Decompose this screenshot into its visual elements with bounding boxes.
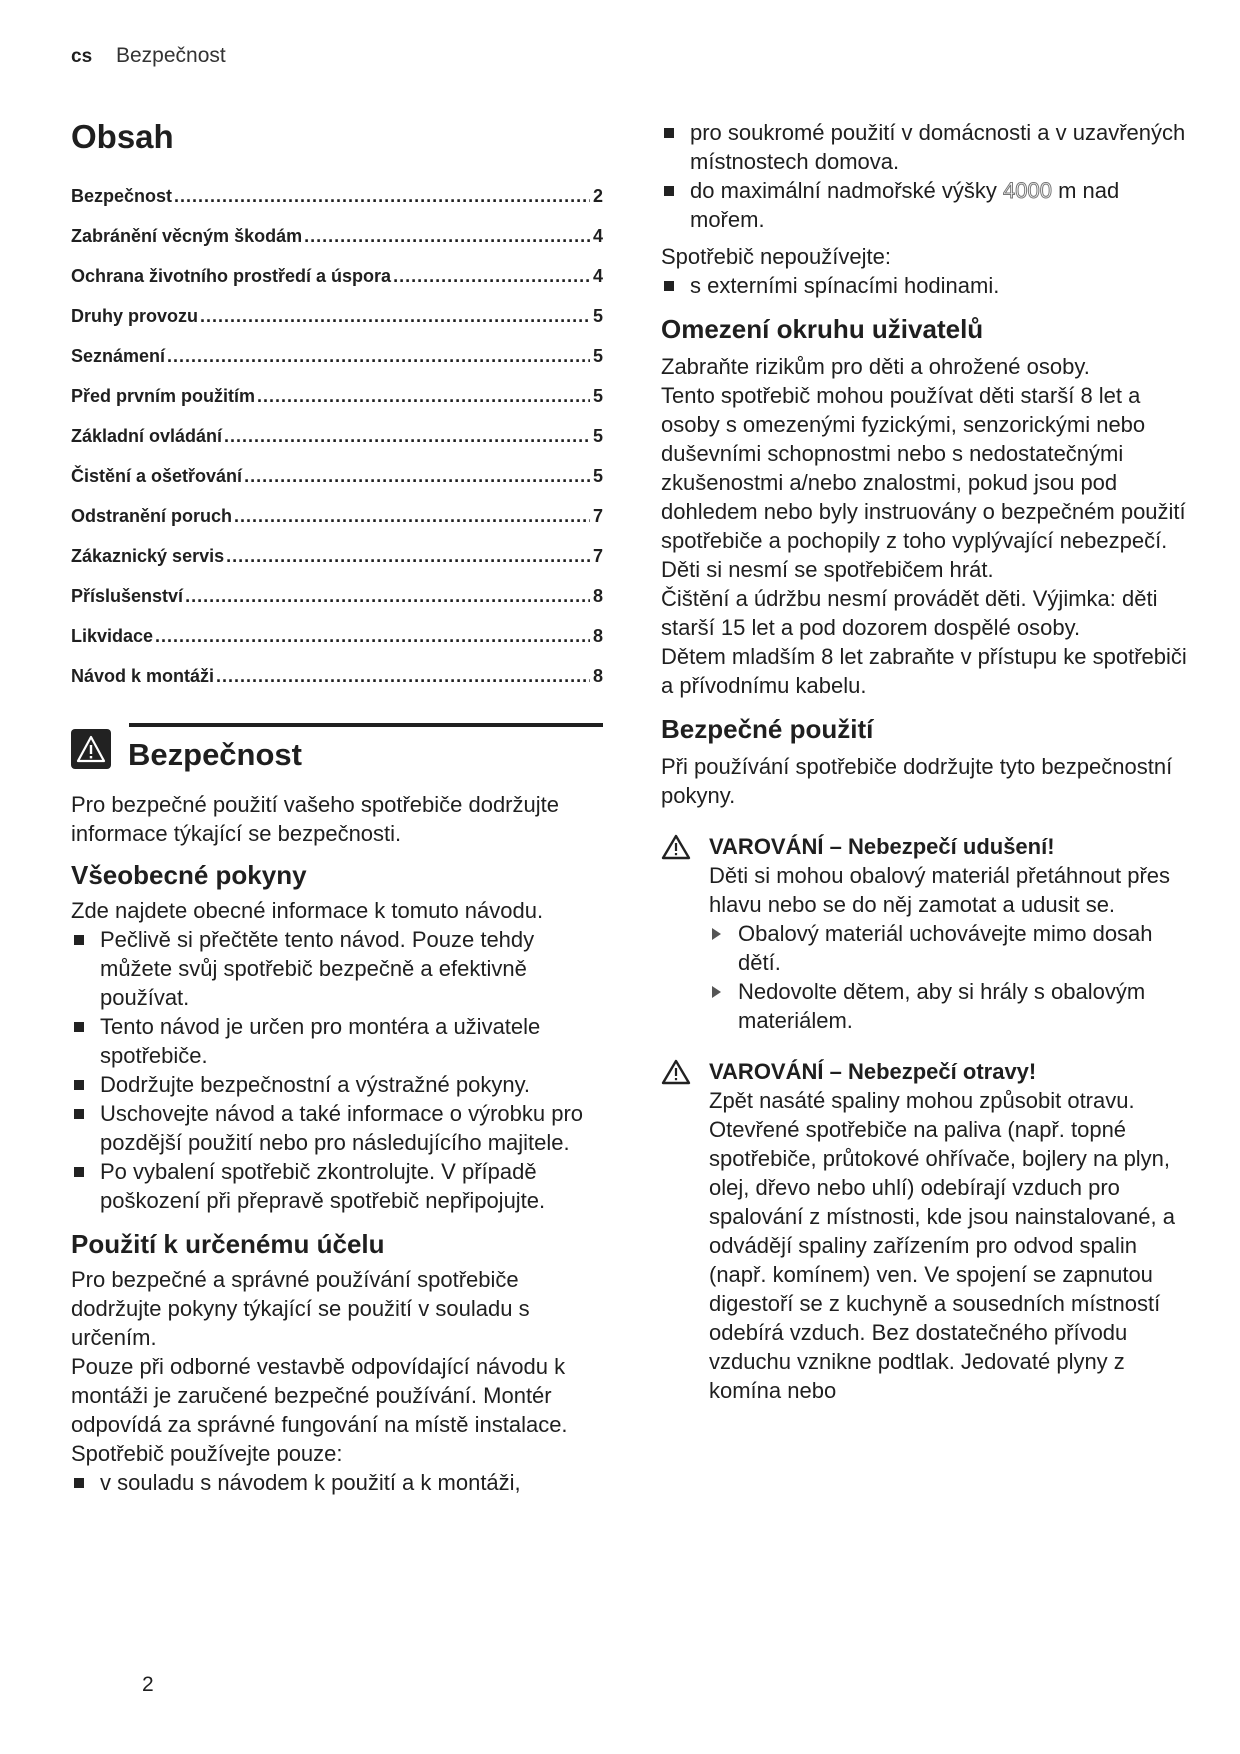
use-only-label: Spotřebič používejte pouze: [71,1441,343,1466]
toc-entry[interactable] [71,626,603,666]
section-title: Bezpečnost [128,737,302,772]
toc-leader-dots [185,586,590,607]
toc-entry[interactable] [71,386,603,426]
page-number: 2 [142,1673,154,1696]
altitude-value: 4000 [1003,178,1052,203]
warning-triangle-icon [71,729,111,769]
table-of-contents [71,186,603,706]
list-item-altitude [661,176,1191,234]
toc-entry-label: Před prvním použitím [71,386,256,406]
toc-entry-page: 5 [592,466,603,486]
toc-entry-page: 8 [592,666,603,686]
toc-entry-label: Druhy provozu [71,306,199,326]
toc-entry-label: Odstranění poruch [71,506,233,526]
toc-entry[interactable] [71,186,603,226]
warning-text: Děti si mohou obalový materiál přetáhnout přes hlavu nebo se do něj zamotat a udusit se. [709,863,1171,917]
altitude-text: do maximální nadmořské výšky [690,178,1003,203]
toc-title: Obsah [71,118,174,155]
toc-leader-dots [393,266,590,287]
safe-use-intro: Při používání spotřebiče dodržujte tyto bezpečnostní pokyny. [661,754,1173,808]
toc-entry[interactable] [71,346,603,386]
toc-leader-dots [244,466,590,487]
list-item: v souladu s návodem k použití a k montáži, [71,1468,601,1497]
toc-leader-dots [226,546,590,567]
toc-leader-dots [234,506,590,527]
warning-suffocation [661,832,1191,1035]
list-item: s externími spínacími hodinami. [661,271,1191,300]
toc-entry-page: 4 [592,226,603,246]
toc-entry-page: 4 [592,266,603,286]
section-rule [129,723,603,727]
safety-section-heading [71,723,603,783]
toc-entry-label: Zabránění věcným škodám [71,226,303,246]
toc-entry-page: 2 [592,186,603,206]
toc-entry[interactable] [71,306,603,346]
toc-leader-dots [200,306,590,327]
list-item: Dodržujte bezpečnostní a výstražné pokyny. [71,1070,601,1099]
toc-entry[interactable] [71,666,603,706]
list-item: Uschovejte návod a také informace o výrobku pro pozdější použití nebo pro následujícího majitele. [71,1099,601,1157]
toc-entry-label: Základní ovládání [71,426,223,446]
toc-entry-page: 5 [592,426,603,446]
warning-title: VAROVÁNÍ – Nebezpečí udušení! [709,834,1055,859]
general-instructions-list [71,925,601,1215]
subsection-title-safe-use: Bezpečné použití [661,714,874,744]
toc-leader-dots [304,226,590,247]
restriction-p4: Čištění a údržbu nesmí provádět děti. Výjimka: děti starší 15 let a pod dozorem dospělé osoby. [661,586,1158,640]
use-only-list [71,1468,601,1497]
action-step: Nedovolte dětem, aby si hrály s obalovým materiálem. [709,977,1191,1035]
list-item: Pečlivě si přečtěte tento návod. Pouze tehdy můžete svůj spotřebič bezpečně a efektivně používat. [71,925,601,1012]
toc-entry-page: 5 [592,306,603,326]
header-section-title: Bezpečnost [115,44,226,67]
list-item: Tento návod je určen pro montéra a uživatele spotřebiče. [71,1012,601,1070]
toc-leader-dots [257,386,590,407]
subsection-title-intended-use: Použití k určenému účelu [71,1229,385,1259]
restriction-p2: Tento spotřebič mohou používat děti starší 8 let a osoby s omezenými fyzickými, senzorickými nebo duševními schopnostmi nebo s nedostatečnými zkušenostmi a/nebo znalostmi, pokud jsou pod dohledem nebo byly instruovány o bezpečném použití spotřebiče a pochopily z toho vyplývající nebezpečí. [661,383,1186,553]
warning-title: VAROVÁNÍ – Nebezpečí otravy! [709,1059,1037,1084]
toc-entry[interactable] [71,506,603,546]
toc-entry-page: 5 [592,386,603,406]
action-step: Obalový materiál uchovávejte mimo dosah dětí. [709,919,1191,977]
toc-entry-label: Čistění a ošetřování [71,466,243,486]
toc-entry[interactable] [71,546,603,586]
toc-entry-label: Likvidace [71,626,154,646]
toc-entry-label: Ochrana životního prostředí a úspora [71,266,392,286]
use-only-list-continued [661,118,1191,234]
running-header [71,44,226,68]
toc-entry[interactable] [71,426,603,466]
warning-steps [709,919,1191,1035]
list-item: Po vybalení spotřebič zkontrolujte. V případě poškození při přepravě spotřebič nepřipojujte. [71,1157,601,1215]
general-intro: Zde najdete obecné informace k tomuto návodu. [71,898,544,923]
do-not-use-list [661,271,1191,300]
safety-left-flow [71,790,601,1497]
toc-entry-page: 8 [592,586,603,606]
language-code: cs [71,46,93,67]
restriction-p5: Dětem mladším 8 let zabraňte v přístupu ke spotřebiči a přívodnímu kabelu. [661,644,1187,698]
toc-leader-dots [216,666,590,687]
toc-entry[interactable] [71,586,603,626]
list-item: pro soukromé použití v domácnosti a v uzavřených místnostech domova. [661,118,1191,176]
altitude-unit-text: m nad mořem. [690,178,1120,232]
toc-entry-label: Zákaznický servis [71,546,225,566]
toc-entry-label: Bezpečnost [71,186,173,206]
toc-entry-label: Seznámení [71,346,166,366]
toc-entry-page: 8 [592,626,603,646]
toc-entry[interactable] [71,226,603,266]
do-not-use-label: Spotřebič nepoužívejte: [661,244,891,269]
restriction-p1: Zabraňte rizikům pro děti a ohrožené osoby. [661,354,1090,379]
toc-entry[interactable] [71,466,603,506]
toc-entry-label: Návod k montáži [71,666,215,686]
safety-intro: Pro bezpečné použití vašeho spotřebiče dodržujte informace týkající se bezpečnosti. [71,792,559,846]
toc-entry-page: 5 [592,346,603,366]
intended-use-p1: Pro bezpečné a správné používání spotřebiče dodržujte pokyny týkající se použití v souladu s určením. [71,1267,530,1350]
toc-leader-dots [155,626,590,647]
toc-leader-dots [224,426,590,447]
toc-entry-label: Příslušenství [71,586,184,606]
warning-text: Zpět nasáté spaliny mohou způsobit otravu. Otevřené spotřebiče na paliva (např. topné spotřebiče, průtokové ohřívače, bojlery na plyn, olej, dřevo nebo uhlí) odebírají vzduch pro spalování z místnosti, kde jsou nainstalované, a odvádějí spaliny zařízením pro odvod spalin (např. komínem) ven. Ve spojení se zapnutou digestoří se z kuchyně a sousedních místností odebírá vzduch. Bez dostatečného přívodu vzduchu vznikne podtlak. Jedovaté plyny z komína nebo [709,1088,1175,1403]
restriction-p3: Děti si nesmí se spotřebičem hrát. [661,557,994,582]
toc-entry-page: 7 [592,506,603,526]
warning-triangle-icon [661,834,691,867]
toc-leader-dots [167,346,590,367]
toc-leader-dots [174,186,590,207]
warning-poisoning [661,1057,1191,1405]
subsection-title-restriction: Omezení okruhu uživatelů [661,314,984,344]
warning-triangle-icon [661,1059,691,1092]
intended-use-p2: Pouze při odborné vestavbě odpovídající návodu k montáži je zaručené bezpečné používání. Montér odpovídá za správné fungování na místě instalace. [71,1354,568,1437]
toc-entry-page: 7 [592,546,603,566]
safety-right-flow [661,118,1191,1405]
subsection-title-general: Všeobecné pokyny [71,860,307,890]
toc-entry[interactable] [71,266,603,306]
